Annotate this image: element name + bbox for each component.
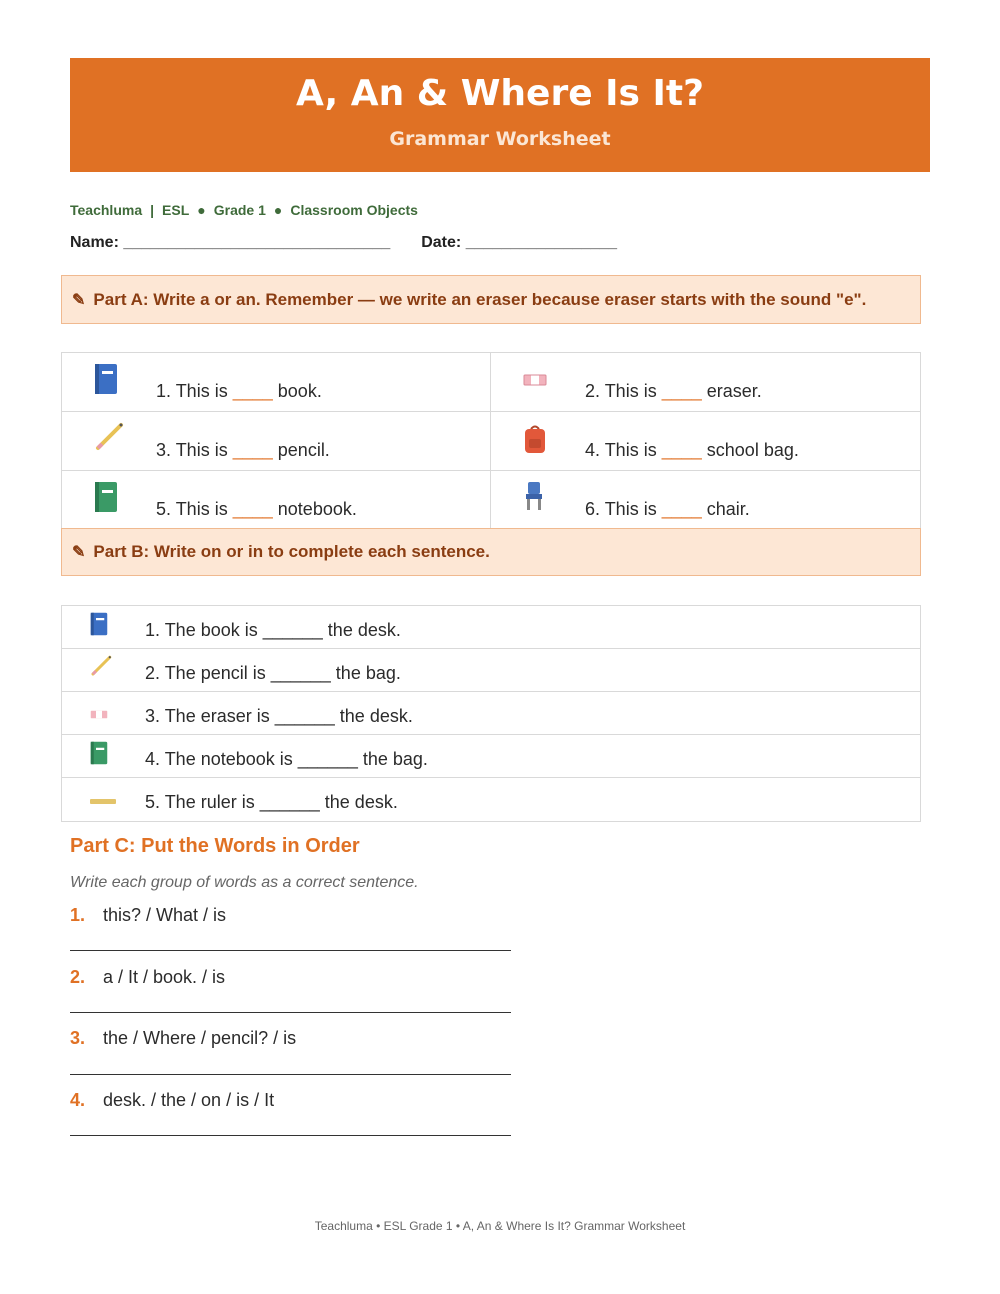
eraser-icon: [90, 706, 108, 724]
worksheet-subtitle: Grammar Worksheet: [389, 128, 611, 150]
grid-cell: [491, 412, 920, 470]
part-a-item: 4. This is ____ school bag.: [585, 440, 799, 460]
meta-grade: Grade 1: [213, 202, 266, 218]
grid-row: [62, 353, 920, 412]
notebook-icon: [90, 741, 108, 770]
notebook-icon: [94, 481, 118, 518]
grid-row: [62, 471, 920, 530]
word-order-item: 3. the / Where / pencil? / is: [70, 1028, 297, 1048]
pencil-icon: [94, 422, 124, 457]
word-group: this? / What / is: [103, 905, 227, 925]
part-b-sentence: 5. The ruler is ______ the desk.: [145, 792, 398, 812]
ruler-icon: [90, 792, 116, 810]
part-b-sentence: 4. The notebook is ______ the bag.: [145, 749, 428, 769]
part-c-instruction: Write each group of words as a correct sentence.: [70, 874, 419, 891]
answer-blank[interactable]: ____: [232, 499, 273, 519]
grid-cell: [491, 353, 920, 411]
worksheet-title: A, An & Where Is It?: [296, 73, 704, 114]
name-label: Name:: [70, 234, 119, 251]
meta-bullet: ●: [273, 202, 283, 218]
table-row: [62, 692, 920, 735]
answer-line[interactable]: [70, 1135, 511, 1136]
meta-line: [70, 202, 418, 218]
meta-bullet: ●: [197, 202, 206, 218]
book-icon: [94, 363, 118, 400]
part-b-instruction: Part B: Write on or in to complete each sentence.: [93, 542, 490, 561]
part-a-grid: [61, 352, 921, 531]
name-field[interactable]: ______________________________: [123, 234, 391, 251]
part-b-sentence: 3. The eraser is ______ the desk.: [145, 706, 413, 726]
answer-line[interactable]: [70, 1012, 511, 1013]
worksheet-header: [70, 58, 930, 172]
meta-subject: ESL: [162, 202, 190, 218]
grid-cell: [62, 412, 491, 470]
pencil-icon: [90, 655, 112, 682]
part-a-item: 6. This is ____ chair.: [585, 499, 750, 519]
table-row: [62, 735, 920, 778]
part-a-item: 3. This is ____ pencil.: [156, 440, 330, 460]
word-order-item: 1. this? / What / is: [70, 905, 227, 925]
page-footer: Teachluma • ESL Grade 1 • A, An & Where Is It? Grammar Worksheet: [314, 1219, 686, 1233]
word-group: a / It / book. / is: [103, 967, 226, 987]
grid-row: [62, 412, 920, 471]
table-row: [62, 606, 920, 649]
meta-divider: |: [150, 202, 155, 218]
chair-icon: [523, 481, 545, 516]
part-c-title: Part C: Put the Words in Order: [70, 835, 360, 857]
word-group: desk. / the / on / is / It: [103, 1090, 275, 1110]
pencil-edit-icon: ✎: [72, 544, 86, 561]
word-group: the / Where / pencil? / is: [103, 1028, 297, 1048]
part-a-banner: [61, 275, 921, 324]
name-date-row: [70, 234, 617, 252]
grid-cell: [62, 471, 491, 530]
part-a-item: 1. This is ____ book.: [156, 381, 322, 401]
answer-blank[interactable]: ____: [232, 440, 273, 460]
answer-line[interactable]: [70, 950, 511, 951]
answer-blank[interactable]: ____: [232, 381, 273, 401]
date-field[interactable]: _________________: [465, 234, 617, 251]
pencil-edit-icon: ✎: [72, 291, 86, 309]
grid-cell: [491, 471, 920, 530]
part-b-sentence: 2. The pencil is ______ the bag.: [145, 663, 401, 683]
answer-blank[interactable]: ____: [661, 499, 702, 519]
grid-cell: [62, 353, 491, 411]
part-a-item: 2. This is ____ eraser.: [585, 381, 762, 401]
meta-brand: Teachluma: [70, 202, 143, 218]
answer-blank[interactable]: ____: [661, 440, 702, 460]
table-row: [62, 778, 920, 821]
part-a-instruction: Part A: Write a or an. Remember — we write an eraser because eraser starts with the sound "e".: [93, 289, 867, 309]
table-row: [62, 649, 920, 692]
school-bag-icon: [523, 424, 547, 459]
part-b-table: [61, 605, 921, 822]
word-order-item: 2. a / It / book. / is: [70, 967, 226, 987]
part-a-item: 5. This is ____ notebook.: [156, 499, 357, 519]
answer-blank[interactable]: ____: [661, 381, 702, 401]
book-icon: [90, 612, 108, 641]
word-order-item: 4. desk. / the / on / is / It: [70, 1090, 275, 1110]
answer-line[interactable]: [70, 1074, 511, 1075]
date-label: Date:: [421, 234, 462, 251]
part-b-sentence: 1. The book is ______ the desk.: [145, 620, 401, 640]
part-b-banner: [61, 528, 921, 576]
meta-topic: Classroom Objects: [290, 202, 418, 218]
eraser-icon: [523, 373, 547, 391]
